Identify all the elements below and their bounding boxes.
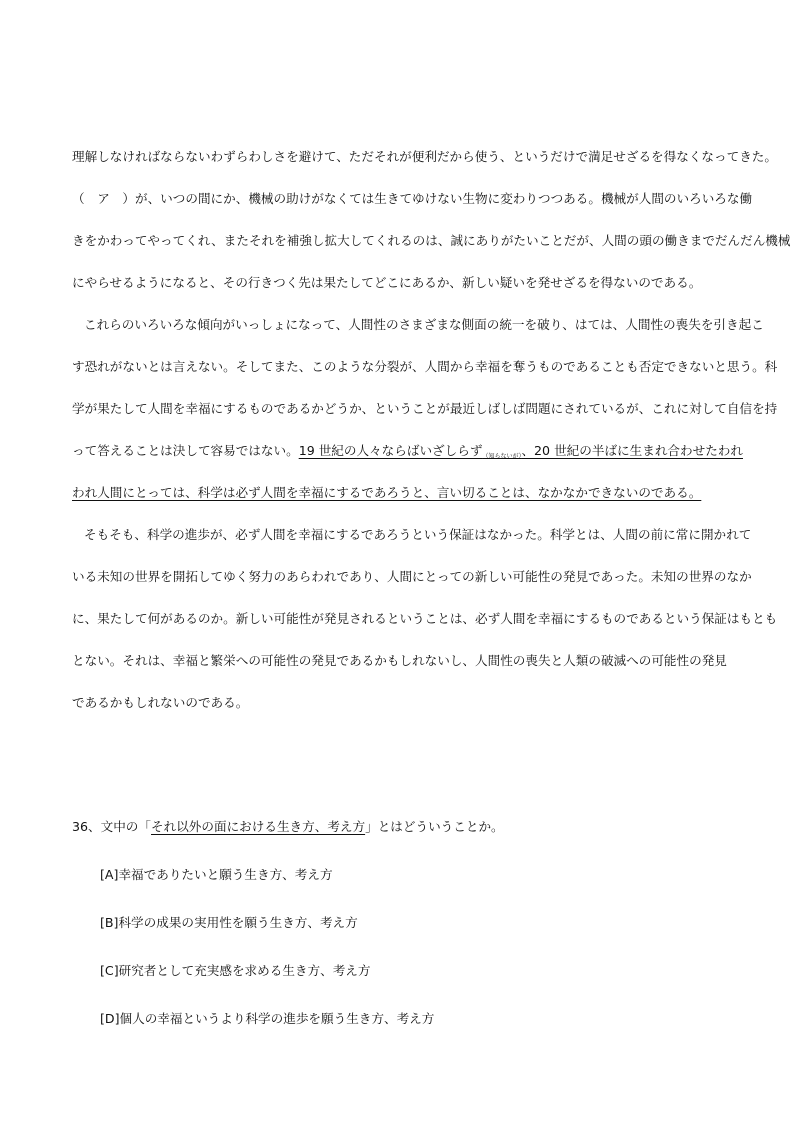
passage-line: に、果たして何があるのか。新しい可能性が発見されるということは、必ず人間を幸福にするものであるという保証はもとも: [72, 611, 778, 626]
answer-option-d[interactable]: [D]個人の幸福というより科学の進歩を願う生き方、考え方: [100, 1011, 435, 1026]
answer-option-a[interactable]: [A]幸福でありたいと願う生き方、考え方: [100, 867, 333, 882]
passage-line: とない。それは、幸福と繁栄への可能性の発見であるかもしれないし、人間性の喪失と人類の破滅への可能性の発見: [72, 653, 727, 668]
passage-line: 理解しなければならないわずらわしさを避けて、ただそれが便利だから使う、というだけで満足せざるを得なくなってきた。: [72, 149, 777, 164]
question-quote: それ以外の面における生き方、考え方: [151, 819, 366, 834]
passage-line: （ ア ）が、いつの間にか、機械の助けがなくては生きてゆけない生物に変わりつつある。機械が人間のいろいろな働: [72, 191, 753, 206]
passage-line: 学が果たして人間を幸福にするものであるかどうか、ということが最近しばしば問題にされているが、これに対して自信を持: [72, 401, 778, 416]
passage-line: きをかわってやってくれ、またそれを補強し拡大してくれるのは、誠にありがたいことだが、人間の頭の働きまでだんだん機械: [72, 233, 791, 248]
answer-option-b[interactable]: [B]科学の成果の実用性を願う生き方、考え方: [100, 915, 358, 930]
ruby-annotation: （知らないが）: [482, 453, 522, 460]
passage-text: って答えることは決して容易ではない。: [72, 443, 299, 458]
passage-line: これらのいろいろな傾向がいっしょになって、人間性のさまざまな側面の統一を破り、はては、人間性の喪失を引き起こ: [84, 317, 764, 332]
passage-line: にやらせるようになると、その行きつく先は果たしてどこにあるか、新しい疑いを発せざるを得ないのである。: [72, 275, 702, 290]
answer-option-c[interactable]: [C]研究者として充実感を求める生き方、考え方: [100, 963, 371, 978]
underlined-text: われ人間にとっては、科学は必ず人間を幸福にするであろうと、言い切ることは、なかなかできないのである。: [72, 485, 702, 500]
underlined-text: 19 世紀の人々ならばいざしらず: [298, 443, 483, 458]
passage-line: す恐れがないとは言えない。そしてまた、このような分裂が、人間から幸福を奪うものであることも否定できないと思う。科: [72, 359, 778, 374]
question-prefix: 36、文中の「: [72, 819, 151, 834]
underlined-text: 、20 世紀の半ばに生まれ合わせたわれ: [521, 443, 743, 458]
reading-passage: [72, 142, 791, 730]
passage-line: であるかもしれないのである。: [72, 695, 249, 710]
passage-line: [72, 436, 743, 478]
passage-line: そもそも、科学の進歩が、必ず人間を幸福にするであろうという保証はなかった。科学とは、人間の前に常に開かれて: [84, 527, 752, 542]
question-suffix: 」とはどういうことか。: [365, 819, 504, 834]
passage-line: [72, 478, 732, 520]
underlined-sentence: [299, 443, 743, 458]
passage-line: いる未知の世界を開拓してゆく努力のあらわれであり、人間にとっての新しい可能性の発見であった。未知の世界のなか: [72, 569, 752, 584]
question-stem: [72, 812, 732, 860]
question-36: [72, 812, 732, 1052]
